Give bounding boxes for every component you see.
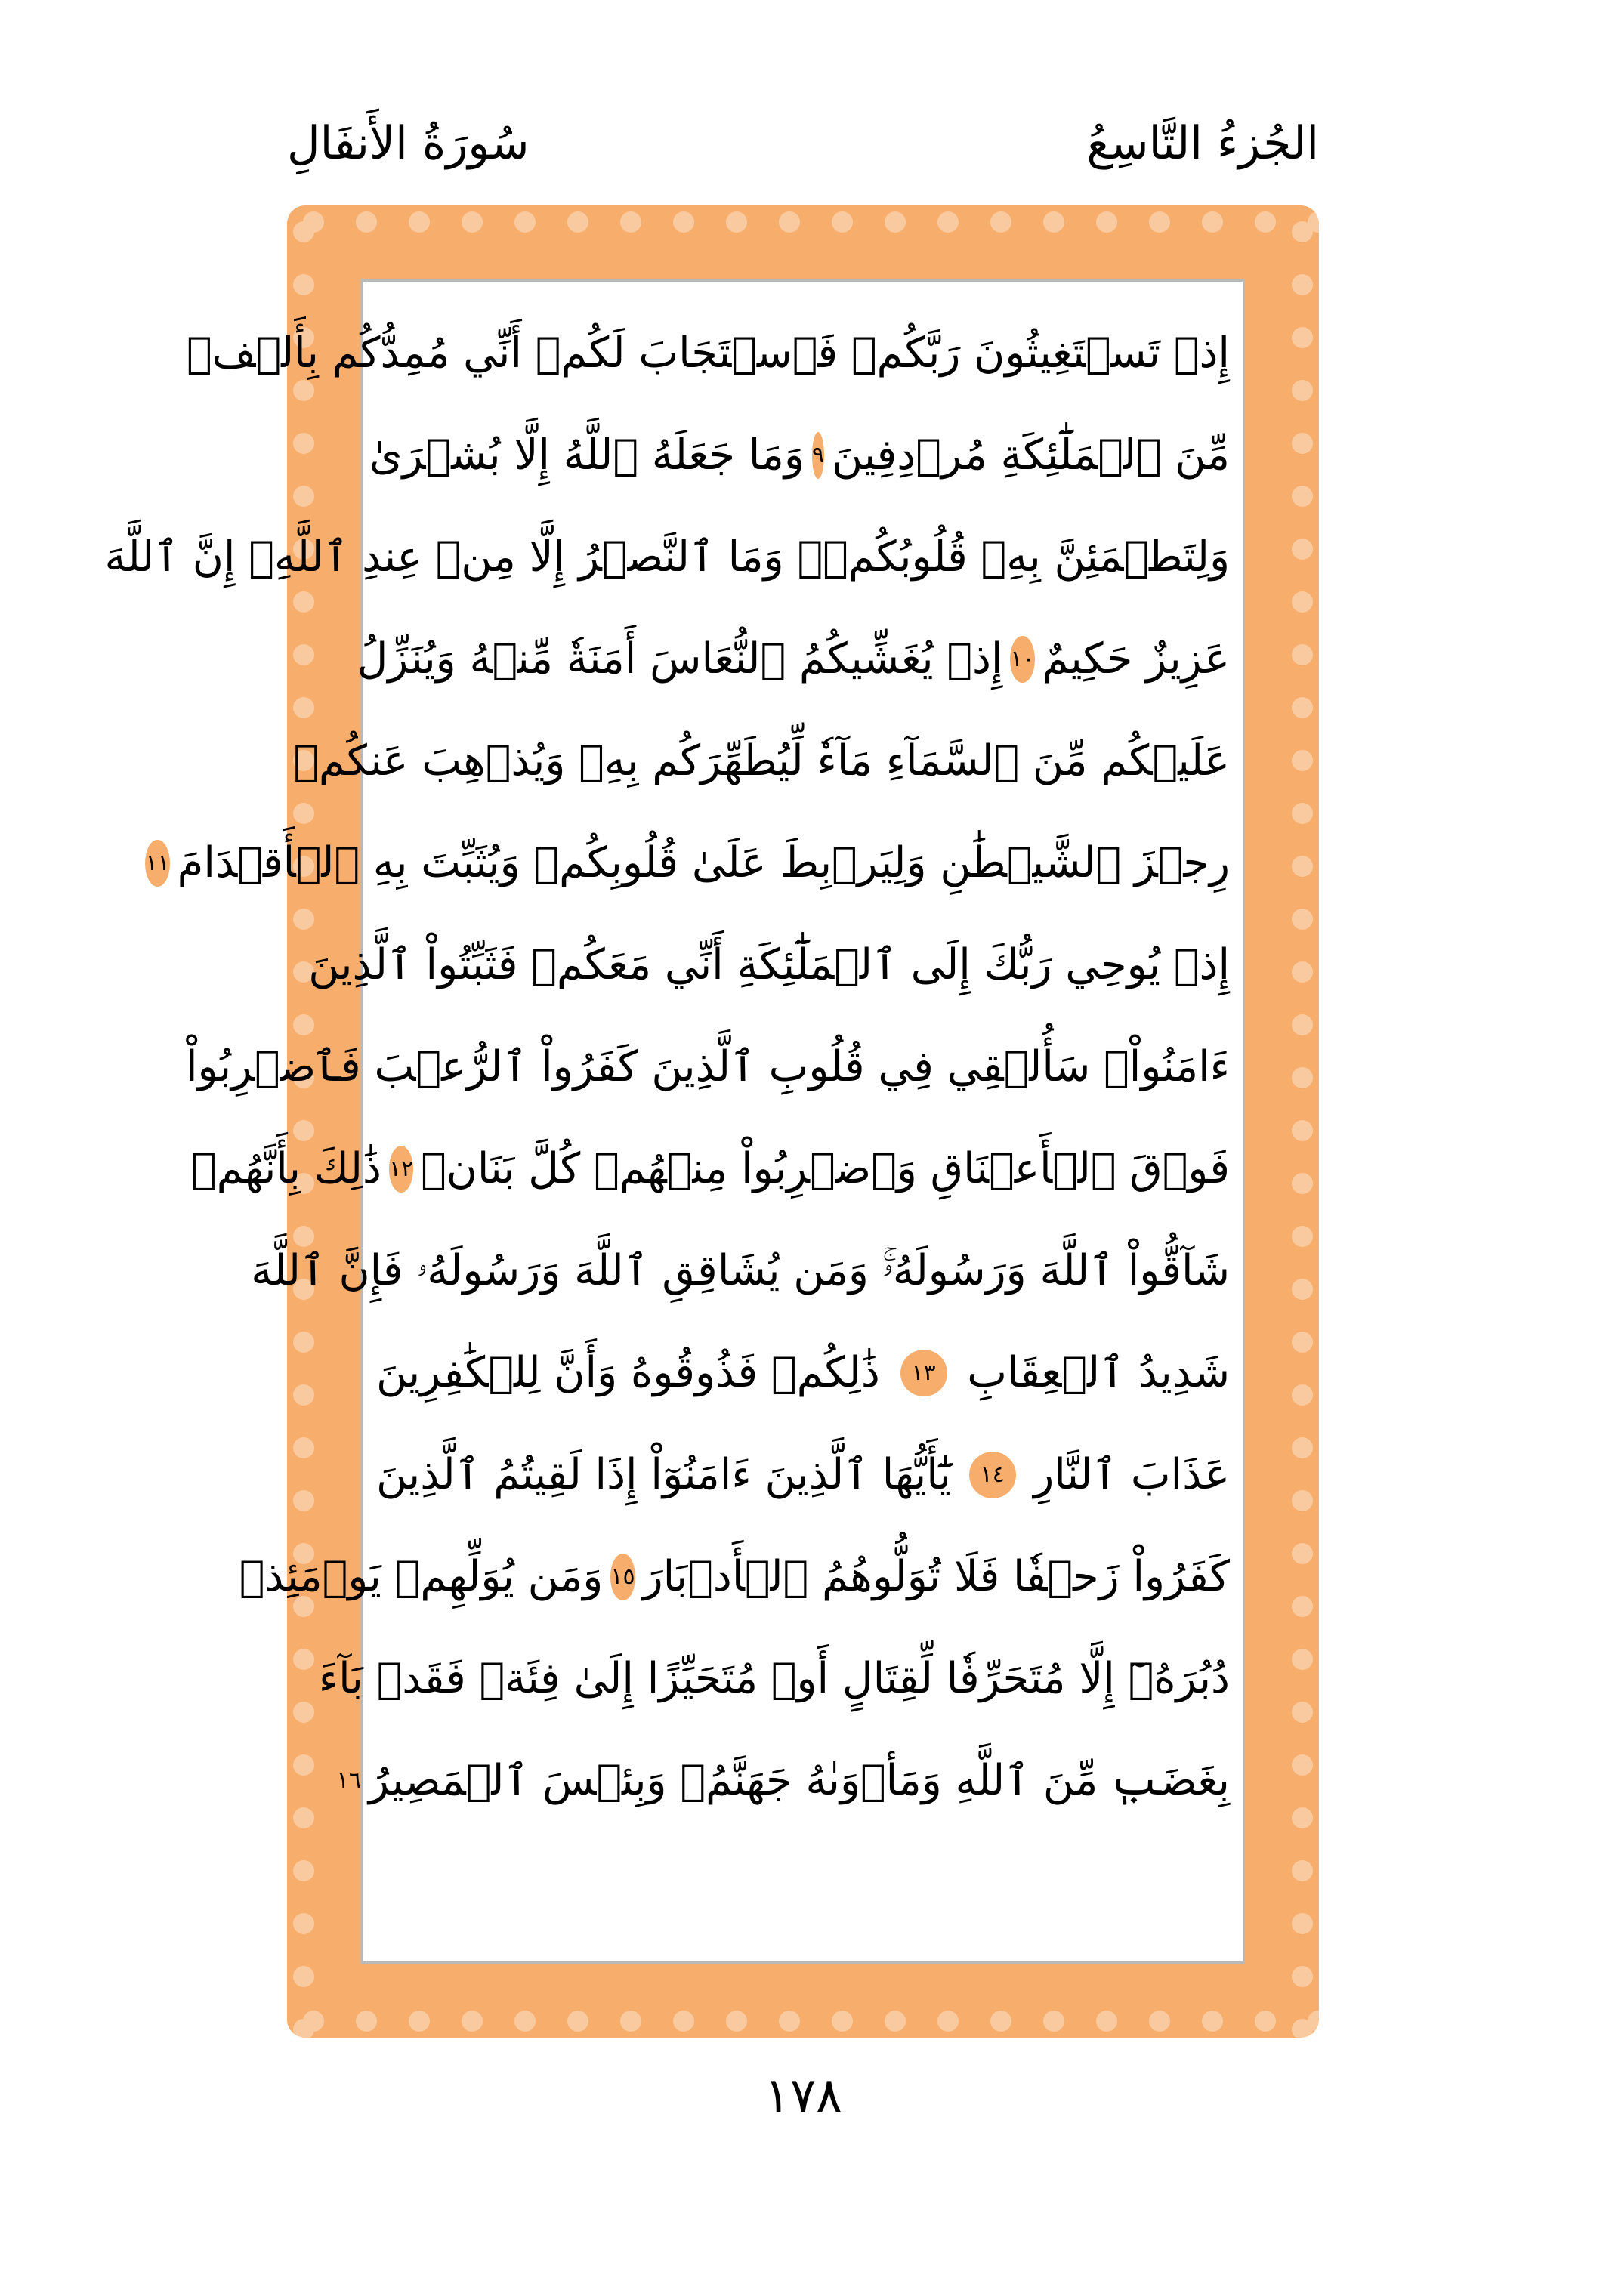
verse-text: إِذۡ تَسۡتَغِيثُونَ رَبَّكُمۡ فَٱسۡتَجَابَ لَكُمۡ أَنِّي مُمِدُّكُم بِأَلۡفٖ: [186, 329, 1230, 378]
verse-text: شَدِيدُ ٱلۡعِقَابِ: [967, 1348, 1230, 1397]
verse-text: إِذۡ يُغَشِّيكُمُ ٱلنُّعَاسَ أَمَنَةٗ مِّنۡهُ وَيُنَزِّلُ: [357, 634, 1003, 684]
verse-text: وَمَن يُوَلِّهِمۡ يَوۡمَئِذٖ: [239, 1552, 604, 1601]
ayah-marker: ١٥: [610, 1554, 635, 1600]
verse-text: دُبُرَهُۥٓ إِلَّا مُتَحَرِّفٗا لِّقِتَالٍ أَوۡ مُتَحَيِّزًا إِلَىٰ فِئَةٖ فَقَدۡ بَآءَ: [318, 1654, 1230, 1703]
verse-line-8: [185, 1016, 1230, 1118]
page-header: [287, 106, 1319, 181]
verse-text: عَلَيۡكُم مِّنَ ٱلسَّمَآءِ مَآءٗ لِّيُطَهِّرَكُم بِهِۦ وَيُذۡهِبَ عَنكُمۡ: [293, 736, 1230, 785]
verse-text: عَذَابَ ٱلنَّارِ: [1033, 1450, 1230, 1499]
verse-line-6: [145, 812, 1230, 914]
verse-text: كَفَرُواْ زَحۡفٗا فَلَا تُوَلُّوهُمُ ٱلۡأَدۡبَارَ: [642, 1552, 1230, 1601]
verse-text: وَمَا جَعَلَهُ ٱللَّهُ إِلَّا بُشۡرَىٰ: [369, 430, 805, 480]
verse-line-14: [318, 1628, 1230, 1730]
page-number: ١٧٨: [764, 2068, 842, 2124]
verse-line-1: [186, 302, 1230, 404]
verse-line-4: [357, 608, 1230, 710]
verse-text: ءَامَنُواْۚ سَأُلۡقِي فِي قُلُوبِ ٱلَّذِينَ كَفَرُواْ ٱلرُّعۡبَ فَٱضۡرِبُواْ: [185, 1042, 1230, 1091]
ayah-marker: ١١: [145, 840, 169, 887]
verse-lines: [104, 302, 1230, 1956]
verse-text: بِغَضَبٖ مِّنَ ٱللَّهِ وَمَأۡوَىٰهُ جَهَنَّمُۖ وَبِئۡسَ ٱلۡمَصِيرُ: [369, 1756, 1230, 1805]
verse-line-13: [239, 1526, 1230, 1628]
ayah-marker: ٩: [812, 432, 824, 479]
verse-line-15: [336, 1730, 1230, 1832]
verse-line-5: [293, 710, 1230, 812]
verse-line-2: [369, 404, 1230, 506]
verse-text: شَآقُّواْ ٱللَّهَ وَرَسُولَهُۥۚ وَمَن يُشَاقِقِ ٱللَّهَ وَرَسُولَهُۥ فَإِنَّ ٱللَّهَ: [251, 1245, 1230, 1295]
verse-text: رِجۡزَ ٱلشَّيۡطَٰنِ وَلِيَرۡبِطَ عَلَىٰ قُلُوبِكُمۡ وَيُثَبِّتَ بِهِ ٱلۡأَقۡدَامَ: [177, 838, 1230, 887]
verse-text: مِّنَ ٱلۡمَلَٰٓئِكَةِ مُرۡدِفِينَ: [832, 430, 1230, 480]
verse-line-10: [251, 1220, 1230, 1322]
verse-line-12: [376, 1424, 1230, 1526]
ayah-marker: ١٤: [969, 1452, 1016, 1498]
verse-line-3: [104, 506, 1230, 608]
ayah-marker: ١٦: [337, 1757, 361, 1804]
verse-text: ذَٰلِكَ بِأَنَّهُمۡ: [191, 1144, 381, 1193]
verse-text: يَٰٓأَيُّهَا ٱلَّذِينَ ءَامَنُوٓاْ إِذَا لَقِيتُمُ ٱلَّذِينَ: [376, 1450, 951, 1499]
ayah-marker: ١٠: [1010, 636, 1034, 683]
juz-name: الجُزءُ التَّاسِعُ: [1086, 117, 1319, 170]
verse-text: عَزِيزٌ حَكِيمٌ: [1042, 634, 1230, 684]
verse-text: وَلِتَطۡمَئِنَّ بِهِۦ قُلُوبُكُمۡۚ وَمَا ٱلنَّصۡرُ إِلَّا مِنۡ عِندِ ٱللَّهِۚ إِنَّ ٱللَّهَ: [104, 532, 1230, 582]
verse-text: فَوۡقَ ٱلۡأَعۡنَاقِ وَٱضۡرِبُواْ مِنۡهُمۡ كُلَّ بَنَانٖ: [421, 1144, 1230, 1193]
verse-line-7: [308, 914, 1230, 1016]
verse-line-11: [376, 1322, 1230, 1424]
ayah-marker: ١٢: [389, 1146, 413, 1193]
ayah-marker: ١٣: [900, 1350, 947, 1396]
verse-line-9: [191, 1118, 1230, 1220]
verse-text: ذَٰلِكُمۡ فَذُوقُوهُ وَأَنَّ لِلۡكَٰفِرِينَ: [376, 1348, 880, 1397]
surah-name: سُورَةُ الأَنفَالِ: [287, 117, 530, 170]
verse-text: إِذۡ يُوحِي رَبُّكَ إِلَى ٱلۡمَلَٰٓئِكَةِ أَنِّي مَعَكُمۡ فَثَبِّتُواْ ٱلَّذِينَ: [308, 940, 1230, 989]
